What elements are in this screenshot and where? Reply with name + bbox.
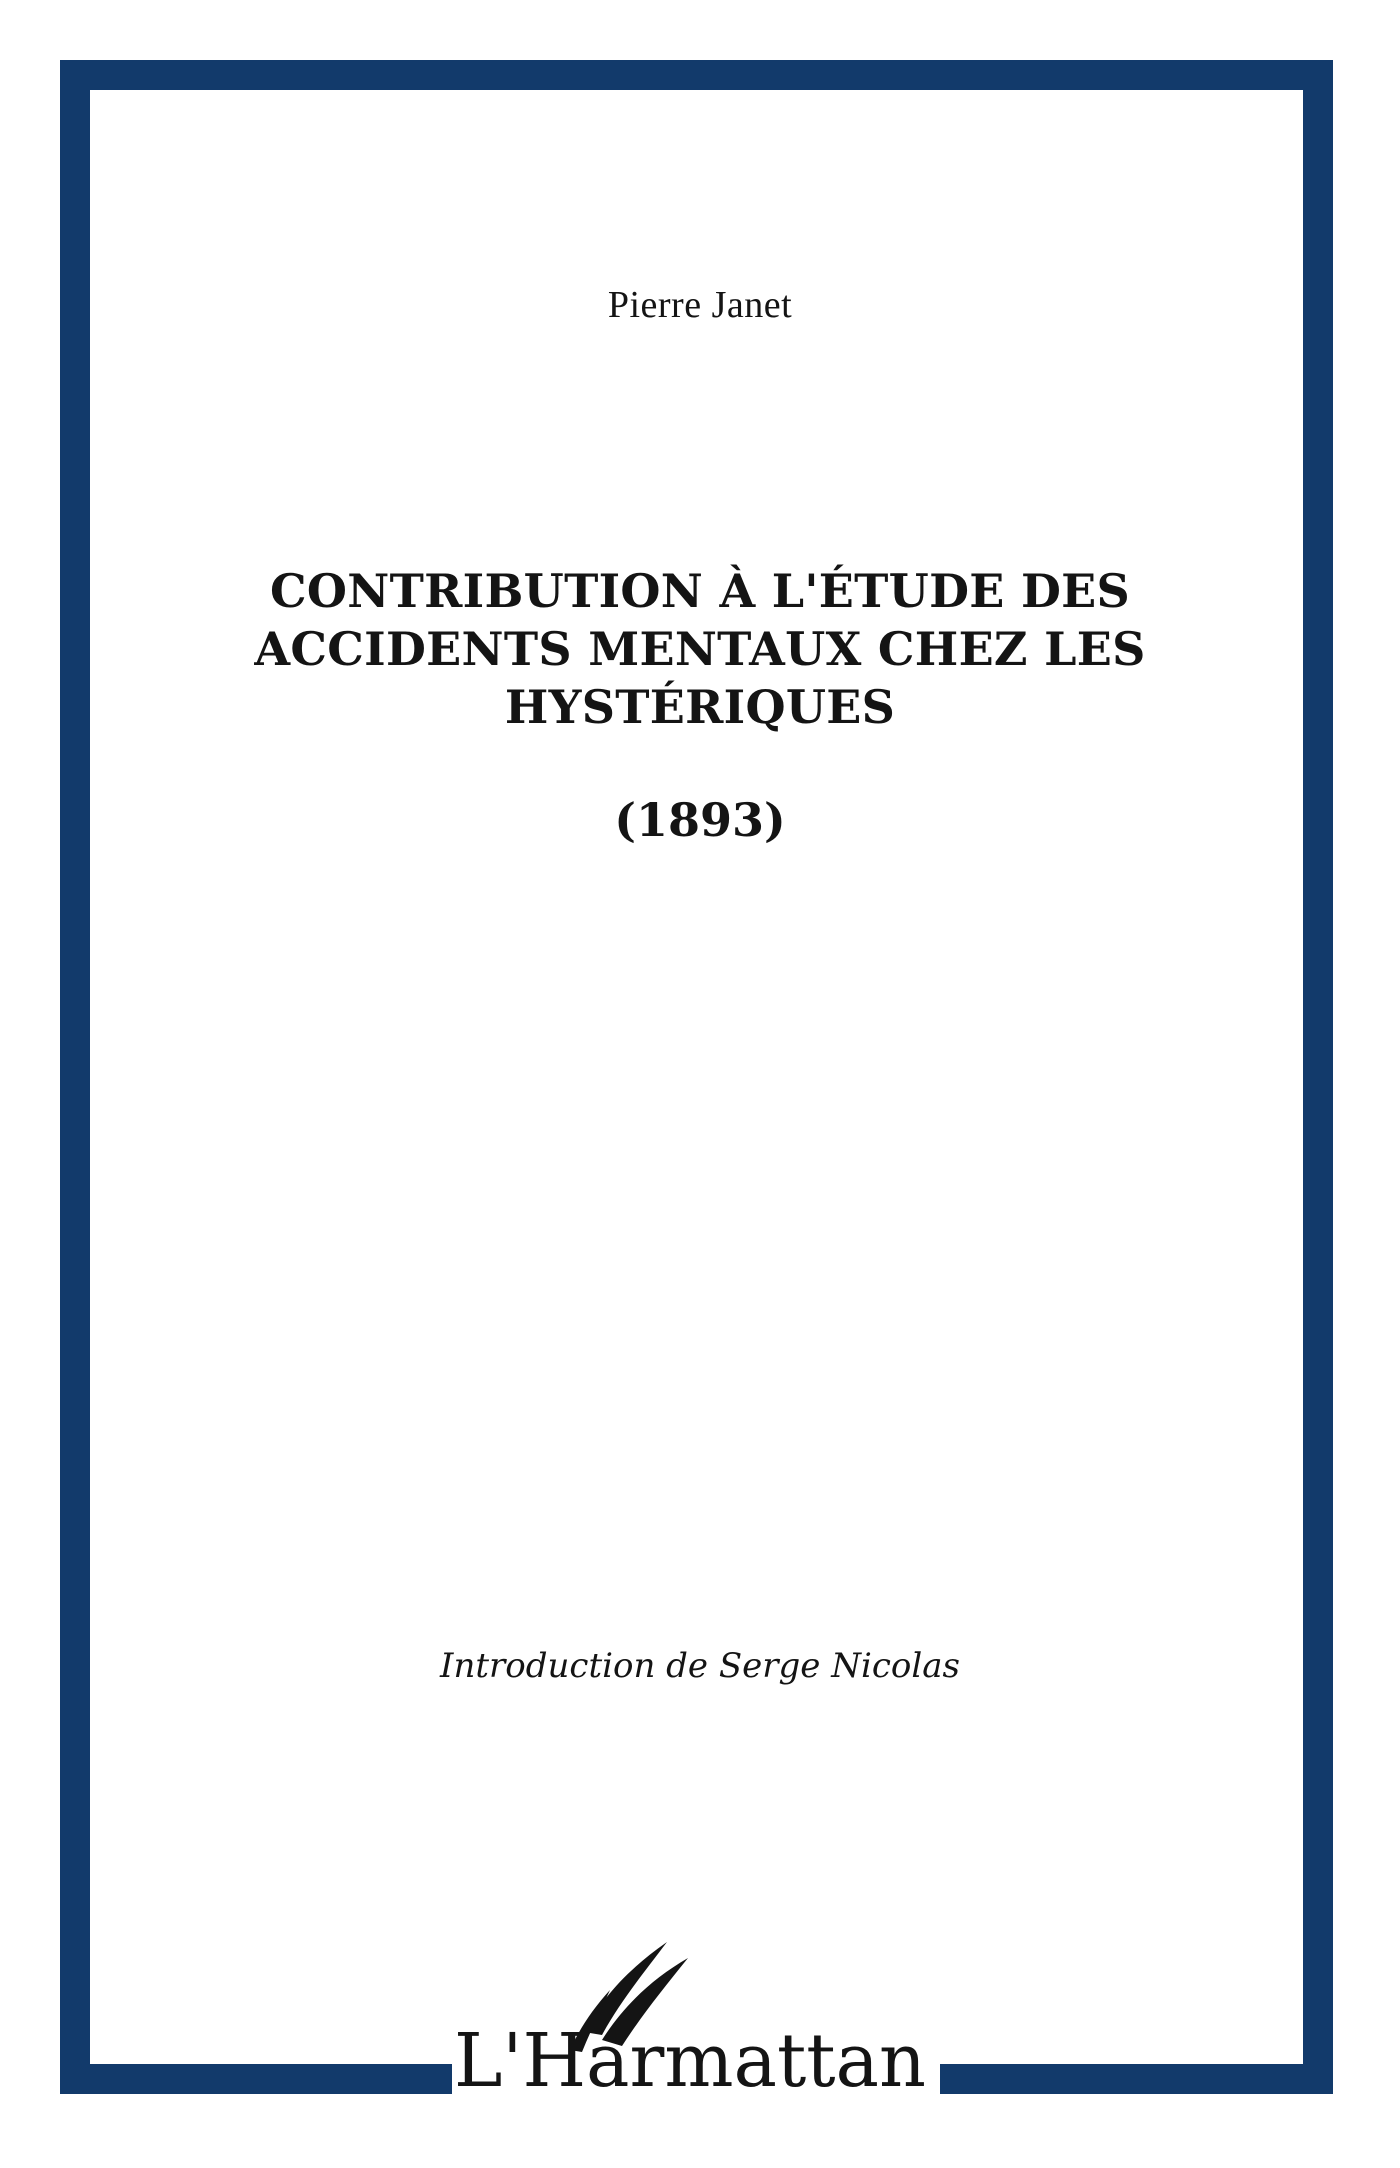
publisher-logo xyxy=(452,1940,940,2110)
book-title xyxy=(200,562,1200,736)
frame-right xyxy=(1303,60,1333,2094)
title-line: ACCIDENTS MENTAUX CHEZ LES xyxy=(254,622,1146,676)
frame-bottom-right xyxy=(940,2064,1333,2094)
frame-left xyxy=(60,60,90,2094)
harmattan-logo-icon xyxy=(452,1940,940,2110)
publisher-name: L'Harmattan xyxy=(454,2018,926,2104)
introduction-credit: Introduction de Serge Nicolas xyxy=(440,1646,960,1686)
publication-year: (1893) xyxy=(614,793,786,847)
frame-top xyxy=(60,60,1333,90)
title-line: CONTRIBUTION À L'ÉTUDE DES xyxy=(269,564,1131,618)
author-name: Pierre Janet xyxy=(607,284,793,326)
title-line: HYSTÉRIQUES xyxy=(504,680,896,734)
frame-bottom-left xyxy=(60,2064,452,2094)
